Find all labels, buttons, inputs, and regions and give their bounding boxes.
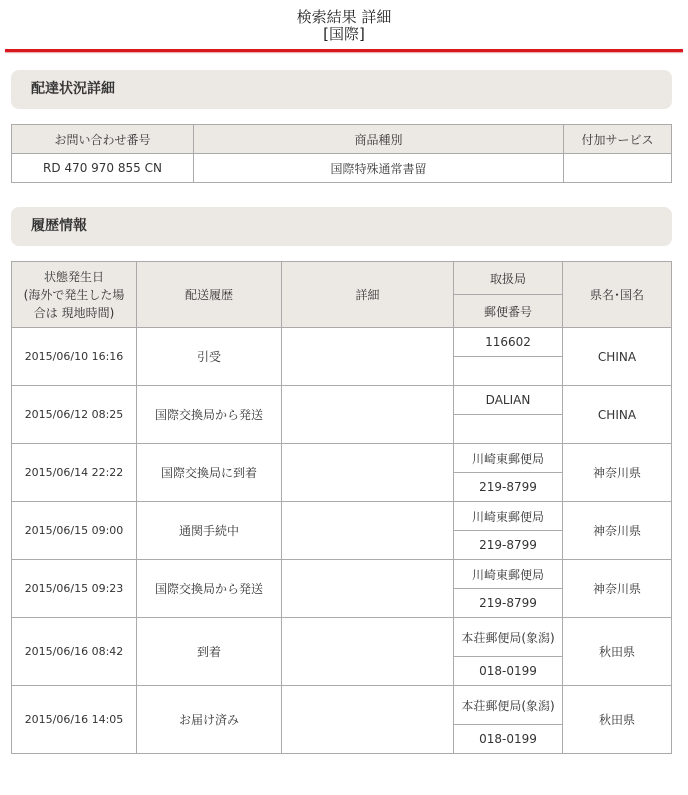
row-detail (282, 328, 454, 386)
row-datetime: 2015/06/16 14:05 (12, 686, 137, 754)
row-office: 本荘郵便局(象潟) (454, 686, 563, 725)
column-header-detail: 詳細 (282, 262, 454, 328)
row-postal-code (454, 357, 563, 386)
page-title-line2: [国際] (323, 25, 365, 43)
history-table (11, 261, 672, 754)
row-detail (282, 618, 454, 686)
row-detail (282, 686, 454, 754)
table-row (12, 502, 672, 531)
table-row (12, 686, 672, 725)
column-header-tracking-number: お問い合わせ番号 (12, 125, 194, 154)
row-status: 国際交換局から発送 (137, 560, 282, 618)
row-office: DALIAN (454, 386, 563, 415)
column-header-product-type: 商品種別 (194, 125, 564, 154)
row-region: 秋田県 (563, 686, 672, 754)
page-title (0, 0, 688, 44)
row-datetime: 2015/06/12 08:25 (12, 386, 137, 444)
row-datetime: 2015/06/10 16:16 (12, 328, 137, 386)
table-row (12, 618, 672, 657)
row-status: 国際交換局に到着 (137, 444, 282, 502)
table-row (12, 386, 672, 415)
row-detail (282, 386, 454, 444)
row-region: 秋田県 (563, 618, 672, 686)
row-region: CHINA (563, 386, 672, 444)
row-postal-code: 219-8799 (454, 473, 563, 502)
column-header-status: 配送履歴 (137, 262, 282, 328)
row-datetime: 2015/06/14 22:22 (12, 444, 137, 502)
row-postal-code: 018-0199 (454, 725, 563, 754)
row-datetime: 2015/06/15 09:23 (12, 560, 137, 618)
column-header-office: 取扱局 (454, 262, 563, 295)
table-row (12, 444, 672, 473)
column-header-additional-service: 付加サービス (564, 125, 672, 154)
row-region: 神奈川県 (563, 444, 672, 502)
row-status: 通関手続中 (137, 502, 282, 560)
row-datetime: 2015/06/15 09:00 (12, 502, 137, 560)
additional-service (564, 154, 672, 183)
history-section-heading: 履歴情報 (11, 207, 672, 246)
table-row (12, 328, 672, 357)
row-postal-code (454, 415, 563, 444)
row-status: お届け済み (137, 686, 282, 754)
row-region: CHINA (563, 328, 672, 386)
row-status: 引受 (137, 328, 282, 386)
delivery-section-heading: 配達状況詳細 (11, 70, 672, 109)
row-office: 本荘郵便局(象潟) (454, 618, 563, 657)
row-status: 到着 (137, 618, 282, 686)
row-status: 国際交換局から発送 (137, 386, 282, 444)
tracking-number: RD 470 970 855 CN (12, 154, 194, 183)
column-header-region: 県名･国名 (563, 262, 672, 328)
column-header-datetime: 状態発生日 (海外で発生した場 合は 現地時間) (12, 262, 137, 328)
row-office: 川崎東郵便局 (454, 560, 563, 589)
row-office: 116602 (454, 328, 563, 357)
row-postal-code: 219-8799 (454, 531, 563, 560)
row-postal-code: 219-8799 (454, 589, 563, 618)
delivery-summary-table (11, 124, 672, 183)
row-region: 神奈川県 (563, 560, 672, 618)
row-region: 神奈川県 (563, 502, 672, 560)
column-header-postal-code: 郵便番号 (454, 295, 563, 328)
row-detail (282, 444, 454, 502)
row-datetime: 2015/06/16 08:42 (12, 618, 137, 686)
table-row (12, 560, 672, 589)
row-office: 川崎東郵便局 (454, 444, 563, 473)
table-row (12, 154, 672, 183)
row-office: 川崎東郵便局 (454, 502, 563, 531)
row-detail (282, 560, 454, 618)
product-type: 国際特殊通常書留 (194, 154, 564, 183)
page-title-line1: 検索結果 詳細 (296, 8, 392, 26)
row-postal-code: 018-0199 (454, 657, 563, 686)
row-detail (282, 502, 454, 560)
